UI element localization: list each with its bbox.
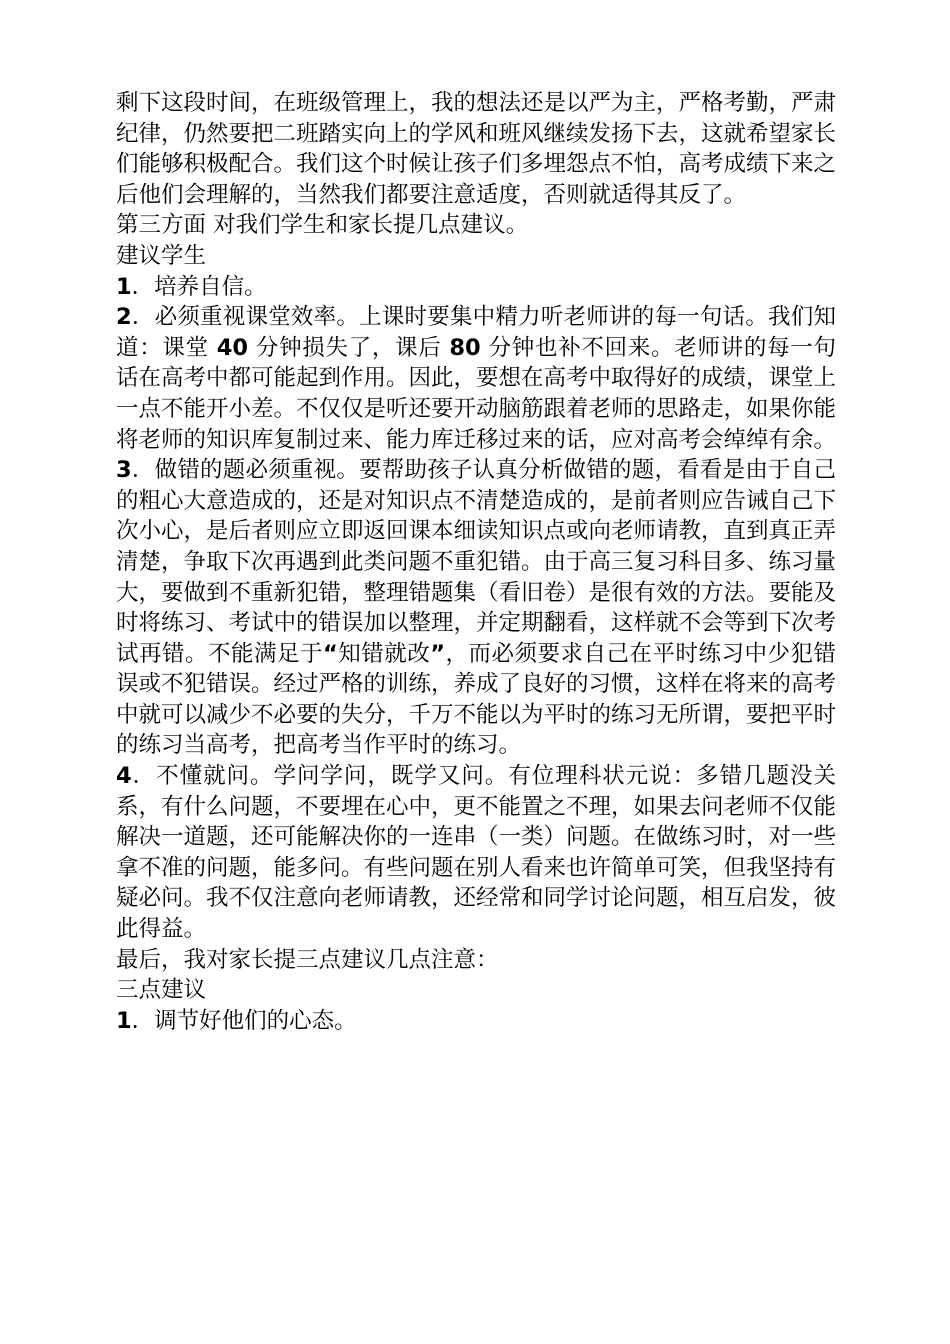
document-page [116,88,836,1036]
paragraph-parent-intro: 最后，我对家长提三点建议几点注意： [116,946,499,973]
suggestion-item-2: 2．必须重视课堂效率。上课时要集中精力听老师讲的每一句话。我们知道：课堂 40 分钟损失了，课后 80 分钟也补不回来。老师讲的每一句话在高考中都可能起到作用。因此，要想在高考中取得好的成绩，课堂上一点不能开小差。不仅仅是听还要开动脑筋跟着老师的思路走，如果你能将老师的知识库复制过来、能力库迁移过来的话，应对高考会绰绰有余。 [116,304,837,453]
paragraph-class-management: 剩下这段时间，在班级管理上，我的想法还是以严为主，严格考勤，严肃纪律，仍然要把二班踏实向上的学风和班风继续发扬下去，这就希望家长们能够积极配合。我们这个时候让孩子们多埋怨点不怕，高考成绩下来之后他们会理解的，当然我们都要注意适度，否则就适得其反了。 [116,90,837,208]
suggestion-item-4: 4．不懂就问。学问学问，既学又问。有位理科状元说：多错几题没关系，有什么问题，不要埋在心中，更不能置之不理，如果去问老师不仅能解决一道题，还可能解决你的一连串（一类）问题。在做练习时，对一些拿不准的问题，能多问。有些问题在别人看来也许简单可笑，但我坚持有疑必问。我不仅注意向老师请教，还经常和同学讨论问题，相互启发，彼此得益。 [116,763,837,943]
suggestion-item-3: 3．做错的题必须重视。要帮助孩子认真分析做错的题，看看是由于自己的粗心大意造成的，还是对知识点不清楚造成的，是前者则应告诫自己下次小心，是后者则应立即返回课本细读知识点或向老师请教，直到真正弄清楚，争取下次再遇到此类问题不重犯错。由于高三复习科目多、练习量大，要做到不重新犯错，整理错题集（看旧卷）是很有效的方法。要能及时将练习、考试中的错误加以整理，并定期翻看，这样就不会等到下次考试再错。不能满足于“知错就改”，而必须要求自己在平时练习中少犯错误或不犯错误。经过严格的训练，养成了良好的习惯，这样在将来的高考中就可以减少不必要的失分，千万不能以为平时的练习无所谓，要把平时的练习当高考，把高考当作平时的练习。 [116,457,837,759]
section-heading-suggestions: 第三方面 对我们学生和家长提几点建议。 [116,212,529,239]
suggestion-item-1: 1．培养自信。 [116,273,267,300]
parent-suggestion-item-1: 1．调节好他们的心态。 [116,1007,357,1034]
subheading-three-suggestions: 三点建议 [116,977,207,1004]
subheading-student-suggestions: 建议学生 [116,242,207,269]
